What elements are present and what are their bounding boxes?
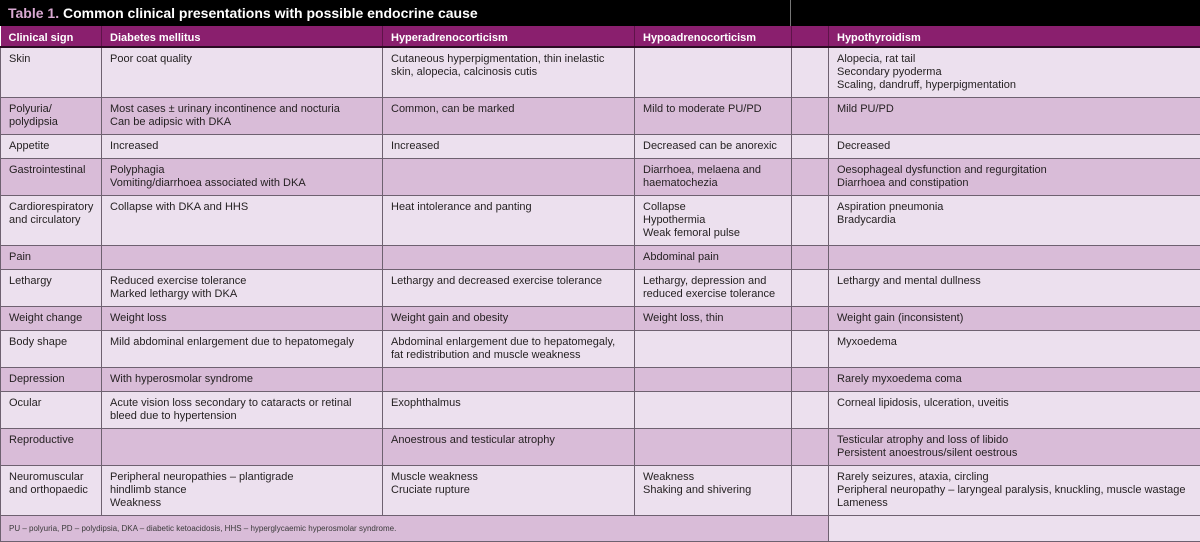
table-row <box>1 428 1200 465</box>
cell-spacer <box>792 245 829 269</box>
cell-hypoadrenocorticism <box>635 158 792 195</box>
table-title-text: Common clinical presentations with possible endocrine cause <box>63 5 478 21</box>
cell-hyperadrenocorticism <box>383 465 635 515</box>
cell-hypothyroidism <box>829 465 1200 515</box>
cell-diabetes-mellitus <box>102 428 383 465</box>
cell-hypothyroidism <box>829 158 1200 195</box>
cell-text-line: Testicular atrophy and loss of libido <box>837 434 1196 447</box>
cell-hypoadrenocorticism <box>635 306 792 330</box>
cell-text-line: Polyuria/ <box>9 103 97 116</box>
cell-text-line: Oesophageal dysfunction and regurgitation <box>837 164 1196 177</box>
cell-text-line: Skin <box>9 53 97 66</box>
header-hyperadrenocorticism: Hyperadrenocorticism <box>383 26 635 47</box>
cell-clinical-sign <box>1 245 102 269</box>
table-row <box>1 330 1200 367</box>
cell-hypoadrenocorticism <box>635 391 792 428</box>
cell-diabetes-mellitus <box>102 391 383 428</box>
cell-text-line: Depression <box>9 373 97 386</box>
table-row <box>1 465 1200 515</box>
cell-text-line: Aspiration pneumonia <box>837 201 1196 214</box>
cell-diabetes-mellitus <box>102 158 383 195</box>
cell-hypoadrenocorticism <box>635 269 792 306</box>
cell-hypoadrenocorticism <box>635 195 792 245</box>
footnote-right-cell <box>829 515 1200 541</box>
table-body <box>1 47 1200 515</box>
cell-hyperadrenocorticism <box>383 245 635 269</box>
cell-text-line: Lethargy and mental dullness <box>837 275 1196 288</box>
cell-text-line: Acute vision loss secondary to cataracts or retinal <box>110 397 378 410</box>
cell-diabetes-mellitus <box>102 269 383 306</box>
cell-clinical-sign <box>1 428 102 465</box>
cell-hyperadrenocorticism <box>383 47 635 97</box>
table-row <box>1 269 1200 306</box>
cell-text-line: With hyperosmolar syndrome <box>110 373 378 386</box>
cell-spacer <box>792 134 829 158</box>
header-hypothyroidism: Hypothyroidism <box>829 26 1200 47</box>
cell-text-line: Polyphagia <box>110 164 378 177</box>
cell-hyperadrenocorticism <box>383 391 635 428</box>
cell-hypoadrenocorticism <box>635 245 792 269</box>
cell-text-line: Collapse with DKA and HHS <box>110 201 378 214</box>
cell-text-line: Secondary pyoderma <box>837 66 1196 79</box>
cell-text-line: haematochezia <box>643 177 787 190</box>
cell-diabetes-mellitus <box>102 330 383 367</box>
cell-hypoadrenocorticism <box>635 97 792 134</box>
cell-text-line: Lethargy and decreased exercise tolerance <box>391 275 630 288</box>
cell-text-line: Cardiorespiratory <box>9 201 97 214</box>
cell-clinical-sign <box>1 367 102 391</box>
cell-text-line: Alopecia, rat tail <box>837 53 1196 66</box>
cell-text-line: Weak femoral pulse <box>643 227 787 240</box>
footnote: PU – polyuria, PD – polydipsia, DKA – diabetic ketoacidosis, HHS – hyperglycaemic hyperosmolar syndrome. <box>1 515 829 541</box>
cell-text-line: Increased <box>391 140 630 153</box>
cell-clinical-sign <box>1 47 102 97</box>
cell-clinical-sign <box>1 465 102 515</box>
header-row <box>1 26 1200 47</box>
table-title-bar <box>0 0 1200 26</box>
cell-text-line: Exophthalmus <box>391 397 630 410</box>
cell-text-line: Lameness <box>837 497 1196 510</box>
cell-hyperadrenocorticism <box>383 330 635 367</box>
table-row <box>1 47 1200 97</box>
cell-hypoadrenocorticism <box>635 367 792 391</box>
cell-text-line: Neuromuscular <box>9 471 97 484</box>
cell-text-line: Weight change <box>9 312 97 325</box>
cell-text-line: Scaling, dandruff, hyperpigmentation <box>837 79 1196 92</box>
table-row <box>1 134 1200 158</box>
cell-hypothyroidism <box>829 269 1200 306</box>
cell-hypothyroidism <box>829 428 1200 465</box>
cell-text-line: Mild PU/PD <box>837 103 1196 116</box>
cell-spacer <box>792 367 829 391</box>
cell-diabetes-mellitus <box>102 306 383 330</box>
cell-text-line: Lethargy, depression and <box>643 275 787 288</box>
cell-text-line: Weight gain (inconsistent) <box>837 312 1196 325</box>
cell-text-line: Weakness <box>643 471 787 484</box>
cell-text-line: Shaking and shivering <box>643 484 787 497</box>
title-bar-right <box>791 0 1200 26</box>
cell-hyperadrenocorticism <box>383 134 635 158</box>
cell-spacer <box>792 47 829 97</box>
cell-hyperadrenocorticism <box>383 367 635 391</box>
cell-clinical-sign <box>1 134 102 158</box>
header-hypoadrenocorticism: Hypoadrenocorticism <box>635 26 792 47</box>
cell-hypoadrenocorticism <box>635 330 792 367</box>
cell-text-line: Corneal lipidosis, ulceration, uveitis <box>837 397 1196 410</box>
cell-text-line: Abdominal enlargement due to hepatomegaly, <box>391 336 630 349</box>
cell-text-line: Rarely seizures, ataxia, circling <box>837 471 1196 484</box>
cell-diabetes-mellitus <box>102 367 383 391</box>
cell-spacer <box>792 465 829 515</box>
cell-text-line: Peripheral neuropathy – laryngeal paralysis, knuckling, muscle wastage <box>837 484 1196 497</box>
cell-text-line: Bradycardia <box>837 214 1196 227</box>
cell-diabetes-mellitus <box>102 97 383 134</box>
cell-text-line: and circulatory <box>9 214 97 227</box>
cell-clinical-sign <box>1 269 102 306</box>
cell-spacer <box>792 269 829 306</box>
cell-clinical-sign <box>1 97 102 134</box>
header-diabetes-mellitus: Diabetes mellitus <box>102 26 383 47</box>
cell-spacer <box>792 391 829 428</box>
cell-text-line: Peripheral neuropathies – plantigrade <box>110 471 378 484</box>
cell-diabetes-mellitus <box>102 47 383 97</box>
cell-text-line: fat redistribution and muscle weakness <box>391 349 630 362</box>
cell-hypothyroidism <box>829 391 1200 428</box>
cell-diabetes-mellitus <box>102 245 383 269</box>
cell-text-line: Decreased <box>837 140 1196 153</box>
cell-text-line: Pain <box>9 251 97 264</box>
cell-hypothyroidism <box>829 245 1200 269</box>
cell-spacer <box>792 158 829 195</box>
cell-hyperadrenocorticism <box>383 97 635 134</box>
cell-hypothyroidism <box>829 306 1200 330</box>
cell-hypothyroidism <box>829 134 1200 158</box>
table-row <box>1 195 1200 245</box>
header-clinical-sign: Clinical sign <box>1 26 102 47</box>
cell-text-line: Mild to moderate PU/PD <box>643 103 787 116</box>
cell-text-line: Rarely myxoedema coma <box>837 373 1196 386</box>
cell-text-line: Abdominal pain <box>643 251 787 264</box>
cell-text-line: Persistent anoestrous/silent oestrous <box>837 447 1196 460</box>
cell-text-line: Muscle weakness <box>391 471 630 484</box>
table-row <box>1 391 1200 428</box>
cell-text-line: bleed due to hypertension <box>110 410 378 423</box>
cell-hyperadrenocorticism <box>383 195 635 245</box>
cell-hyperadrenocorticism <box>383 306 635 330</box>
cell-text-line: Appetite <box>9 140 97 153</box>
cell-diabetes-mellitus <box>102 195 383 245</box>
table-row <box>1 97 1200 134</box>
cell-text-line: skin, alopecia, calcinosis cutis <box>391 66 630 79</box>
cell-diabetes-mellitus <box>102 465 383 515</box>
cell-hypoadrenocorticism <box>635 428 792 465</box>
cell-hypoadrenocorticism <box>635 134 792 158</box>
cell-text-line: Ocular <box>9 397 97 410</box>
cell-text-line: Diarrhoea, melaena and <box>643 164 787 177</box>
cell-clinical-sign <box>1 195 102 245</box>
cell-text-line: Weight loss, thin <box>643 312 787 325</box>
cell-text-line: hindlimb stance <box>110 484 378 497</box>
cell-hyperadrenocorticism <box>383 158 635 195</box>
cell-text-line: Cruciate rupture <box>391 484 630 497</box>
cell-clinical-sign <box>1 158 102 195</box>
cell-spacer <box>792 330 829 367</box>
cell-text-line: Myxoedema <box>837 336 1196 349</box>
cell-text-line: reduced exercise tolerance <box>643 288 787 301</box>
table-title <box>0 0 791 26</box>
cell-text-line: Vomiting/diarrhoea associated with DKA <box>110 177 378 190</box>
cell-text-line: Weight gain and obesity <box>391 312 630 325</box>
cell-text-line: Most cases ± urinary incontinence and nocturia <box>110 103 378 116</box>
cell-hypothyroidism <box>829 47 1200 97</box>
cell-text-line: Collapse <box>643 201 787 214</box>
cell-hypothyroidism <box>829 97 1200 134</box>
cell-hypothyroidism <box>829 330 1200 367</box>
clinical-presentations-table <box>0 26 1200 542</box>
cell-hyperadrenocorticism <box>383 428 635 465</box>
cell-text-line: Mild abdominal enlargement due to hepatomegaly <box>110 336 378 349</box>
cell-clinical-sign <box>1 391 102 428</box>
cell-text-line: Can be adipsic with DKA <box>110 116 378 129</box>
cell-text-line: Weight loss <box>110 312 378 325</box>
cell-text-line: Marked lethargy with DKA <box>110 288 378 301</box>
cell-clinical-sign <box>1 306 102 330</box>
cell-text-line: Weakness <box>110 497 378 510</box>
cell-spacer <box>792 195 829 245</box>
cell-hypoadrenocorticism <box>635 465 792 515</box>
table-row <box>1 306 1200 330</box>
cell-clinical-sign <box>1 330 102 367</box>
cell-spacer <box>792 97 829 134</box>
cell-text-line: Gastrointestinal <box>9 164 97 177</box>
cell-text-line: Reproductive <box>9 434 97 447</box>
cell-text-line: Hypothermia <box>643 214 787 227</box>
table-title-label: Table 1. <box>8 5 59 21</box>
cell-text-line: Reduced exercise tolerance <box>110 275 378 288</box>
cell-text-line: polydipsia <box>9 116 97 129</box>
cell-hypothyroidism <box>829 195 1200 245</box>
header-spacer <box>792 26 829 47</box>
cell-hypothyroidism <box>829 367 1200 391</box>
footnote-row <box>1 515 1200 541</box>
cell-text-line: and orthopaedic <box>9 484 97 497</box>
cell-hypoadrenocorticism <box>635 47 792 97</box>
cell-text-line: Body shape <box>9 336 97 349</box>
table-row <box>1 245 1200 269</box>
table-row <box>1 367 1200 391</box>
table-row <box>1 158 1200 195</box>
cell-text-line: Increased <box>110 140 378 153</box>
cell-spacer <box>792 306 829 330</box>
cell-text-line: Heat intolerance and panting <box>391 201 630 214</box>
cell-spacer <box>792 428 829 465</box>
cell-text-line: Poor coat quality <box>110 53 378 66</box>
cell-diabetes-mellitus <box>102 134 383 158</box>
cell-text-line: Diarrhoea and constipation <box>837 177 1196 190</box>
cell-text-line: Decreased can be anorexic <box>643 140 787 153</box>
cell-hyperadrenocorticism <box>383 269 635 306</box>
cell-text-line: Cutaneous hyperpigmentation, thin inelastic <box>391 53 630 66</box>
cell-text-line: Common, can be marked <box>391 103 630 116</box>
cell-text-line: Lethargy <box>9 275 97 288</box>
cell-text-line: Anoestrous and testicular atrophy <box>391 434 630 447</box>
